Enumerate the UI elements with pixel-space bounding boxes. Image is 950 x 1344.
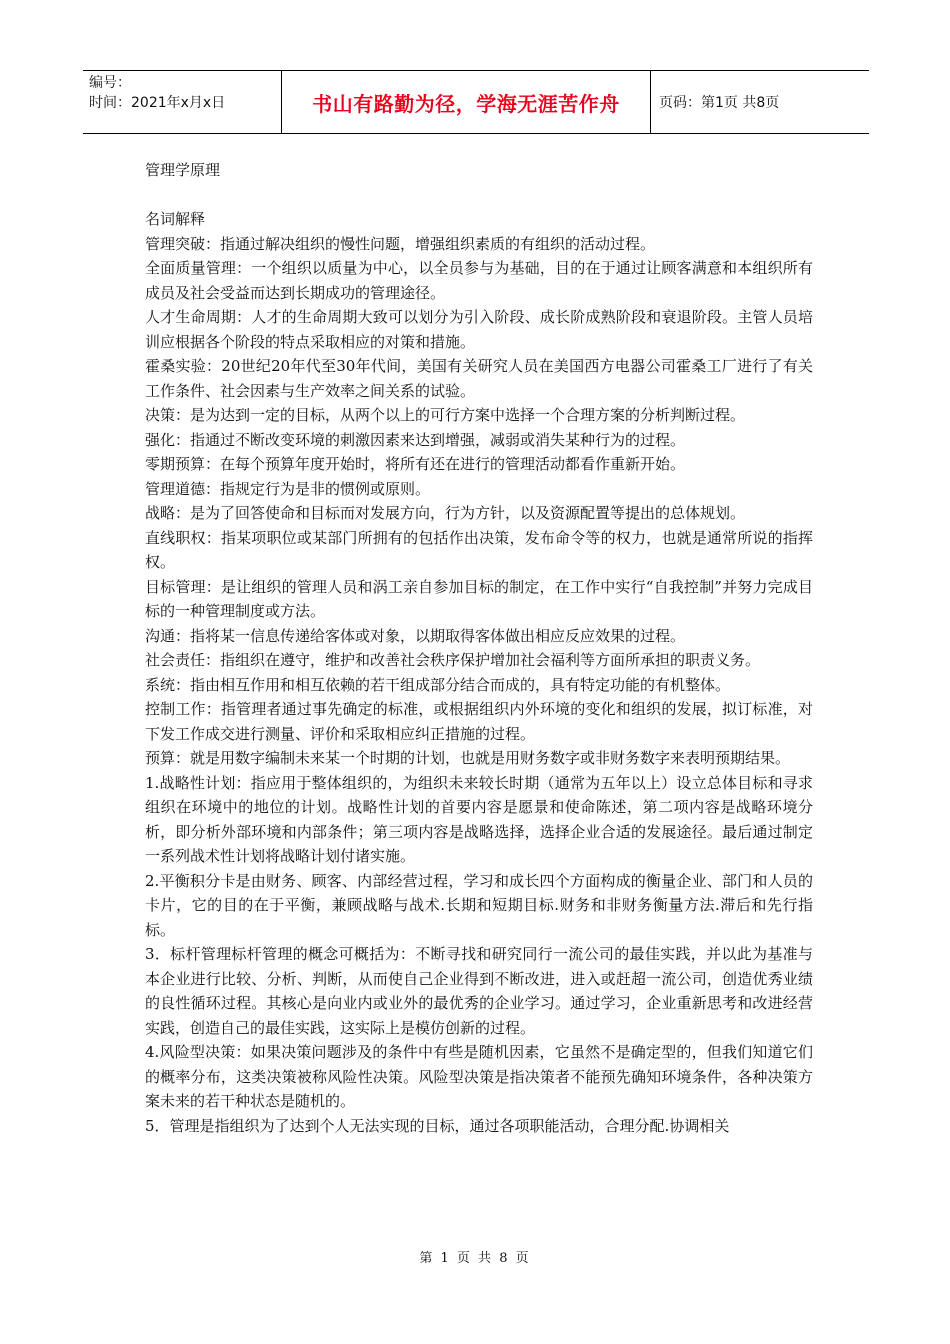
paragraph: 预算：就是用数字编制未来某一个时期的计划，也就是用财务数字或非财务数字来表明预期结果。 [145, 749, 791, 767]
paragraph: 全面质量管理：一个组织以质量为中心，以全员参与为基础，目的在于通过让顾客满意和本组织所有成员及社会受益而达到长期成功的管理途径。 [145, 259, 813, 302]
page-footer: 第 1 页 共 8 页 [419, 1251, 531, 1266]
paragraph: 管理突破：指通过解决组织的慢性问题，增强组织素质的有组织的活动过程。 [145, 234, 656, 253]
header-meta [83, 71, 281, 133]
paragraph: 直线职权：指某项职位或某部门所拥有的包括作出决策，发布命令等的权力，也就是通常所说的指挥权。 [145, 528, 813, 571]
paragraph: 人才生命周期：人才的生命周期大致可以划分为引入阶段、成长阶成熟阶段和衰退阶段。主管人员培训应根据各个阶段的特点采取相应的对策和措施。 [145, 308, 813, 351]
paragraph: 目标管理：是让组织的管理人员和涡工亲自参加目标的制定，在工作中实行“自我控制”并努力完成目标的一种管理制度或方法。 [145, 577, 813, 620]
paragraph: 控制工作：指管理者通过事先确定的标准，或根据组织内外环境的变化和组织的发展，拟订标准，对下发工作成交进行测量、评价和采取相应纠正措施的过程。 [145, 700, 813, 743]
paragraph: 社会责任：指组织在遵守，维护和改善社会秩序保护增加社会福利等方面所承担的职责义务。 [145, 651, 761, 669]
paragraph: 强化：指通过不断改变环境的刺激因素来达到增强，减弱或消失某种行为的过程。 [145, 430, 686, 449]
header-slogan: 书山有路勤为径，学海无涯苦作舟 [281, 71, 651, 133]
paragraph: 2.平衡积分卡是由财务、顾客、内部经营过程，学习和成长四个方面构成的衡量企业、部门和人员的卡片，它的目的在于平衡，兼顾战略与战术.长期和短期目标.财务和非财务衡量方法.滞后和先行指标。 [145, 871, 813, 939]
document-header [83, 70, 869, 134]
paragraph: 3．标杆管理标杆管理的概念可概括为：不断寻找和研究同行一流公司的最佳实践，并以此为基准与本企业进行比较、分析、判断，从而使自己企业得到不断改进，进入或赶超一流公司，创造优秀业绩的良性循环过程。其核心是向业内或业外的最优秀的企业学习。通过学习，企业重新思考和改进经营实践，创造自己的最佳实践，这实际上是模仿创新的过程。 [145, 945, 813, 1037]
paragraph: 系统：指由相互作用和相互依赖的若干组成部分结合而成的，具有特定功能的有机整体。 [145, 675, 731, 694]
paragraph: 零期预算：在每个预算年度开始时，将所有还在进行的管理活动都看作重新开始。 [145, 455, 686, 473]
header-page-info: 页码：第1页 共8页 [659, 95, 780, 111]
document-body [145, 158, 813, 1138]
paragraph: 决策：是为达到一定的目标，从两个以上的可行方案中选择一个合理方案的分析判断过程。 [145, 406, 746, 424]
paragraph: 管理道德：指规定行为是非的惯例或原则。 [145, 479, 431, 498]
paragraph-list [145, 232, 813, 1139]
paragraph: 沟通：指将某一信息传递给客体或对象，以期取得客体做出相应反应效果的过程。 [145, 626, 686, 645]
document-title: 管理学原理 [145, 161, 221, 179]
time-label: 时间：2021年x月x日 [89, 95, 226, 111]
paragraph: 4.风险型决策：如果决策问题涉及的条件中有些是随机因素，它虽然不是确定型的，但我们知道它们的概率分布，这类决策被称风险性决策。风险型决策是指决策者不能预先确知环境条件，各种决策方案未来的若干种状态是随机的。 [145, 1043, 813, 1110]
section-heading: 名词解释 [145, 210, 206, 228]
paragraph: 1.战略性计划：指应用于整体组织的，为组织未来较长时期（通常为五年以上）设立总体目标和寻求组织在环境中的地位的计划。战略性计划的首要内容是愿景和使命陈述，第二项内容是战略环境分析，即分析外部环境和内部条件；第三项内容是战略选择，选择企业合适的发展途径。最后通过制定一系列战术性计划将战略计划付诸实施。 [145, 773, 813, 865]
paragraph: 霍桑实验：20世纪20年代至30年代间，美国有关研究人员在美国西方电器公司霍桑工厂进行了有关工作条件、社会因素与生产效率之间关系的试验。 [145, 357, 813, 400]
number-label: 编号： [89, 75, 131, 91]
paragraph: 战略：是为了回答使命和目标而对发展方向，行为方针，以及资源配置等提出的总体规划。 [145, 504, 746, 522]
paragraph: 5．管理是指组织为了达到个人无法实现的目标，通过各项职能活动，合理分配.协调相关 [145, 1116, 730, 1135]
